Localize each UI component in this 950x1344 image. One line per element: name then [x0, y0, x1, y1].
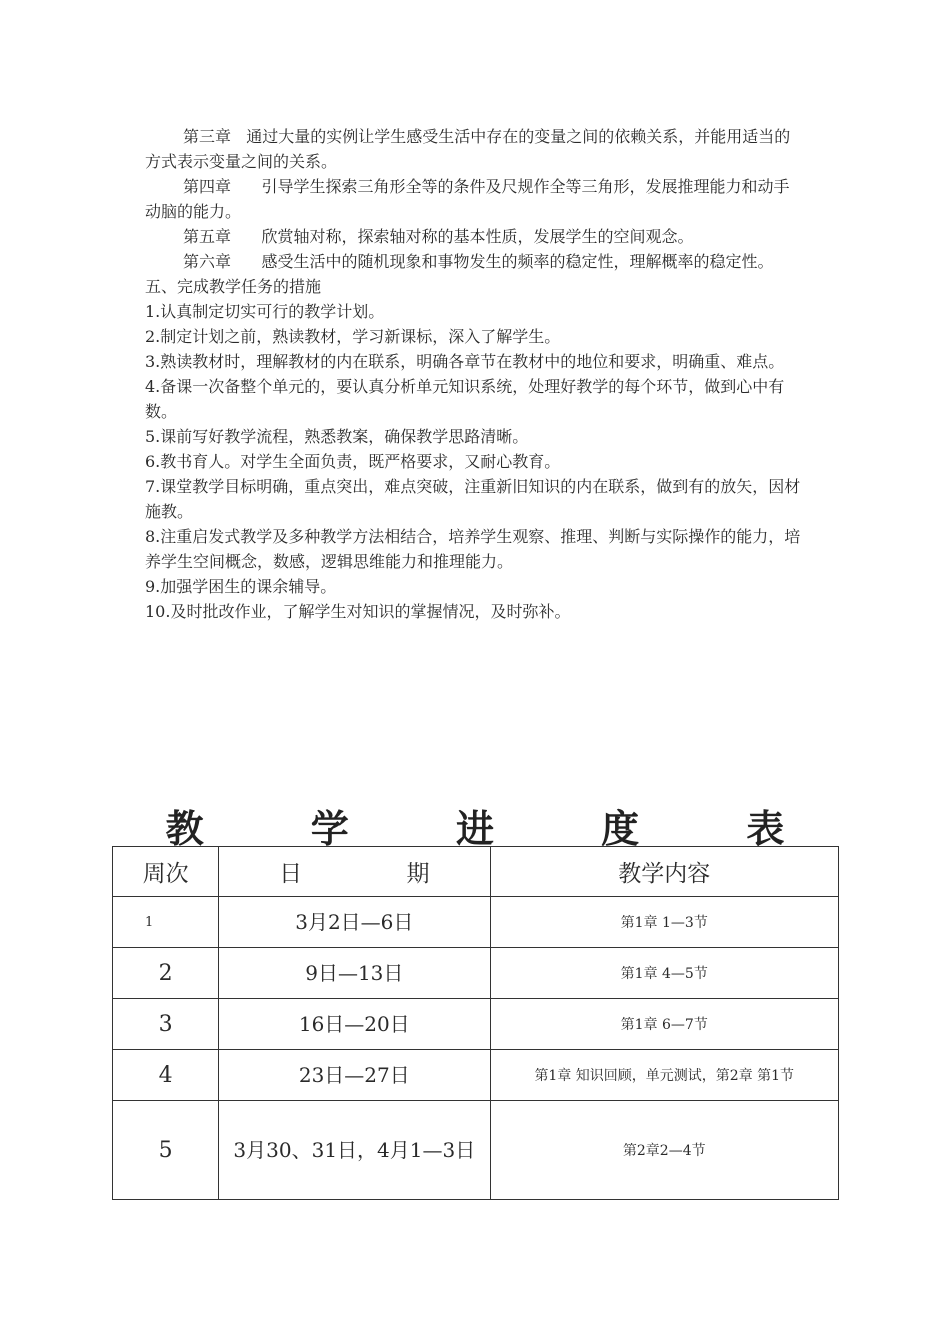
- measure-item: 6.教书育人。对学生全面负责，既严格要求，又耐心教育。: [145, 452, 561, 471]
- date-cell: 3月2日—6日: [219, 897, 490, 948]
- week-cell: 3: [113, 999, 219, 1050]
- measure-item: 7.课堂教学目标明确，重点突出，难点突破，注重新旧知识的内在联系，做到有的放矢，因材施教。: [145, 477, 801, 521]
- chapter-6-paragraph: [145, 249, 805, 274]
- measure-item: 8.注重启发式教学及多种教学方法相结合，培养学生观察、推理、判断与实际操作的能力，培养学生空间概念，数感，逻辑思维能力和推理能力。: [145, 527, 801, 571]
- content-cell: 第1章 4—5节: [490, 948, 839, 999]
- chapter-4-paragraph: [145, 174, 805, 224]
- title-char: 学: [310, 806, 349, 851]
- table-title: [112, 798, 838, 851]
- chapter-label: 第六章: [183, 252, 232, 271]
- chapter-label: 第五章: [183, 227, 232, 246]
- chapter-label: 第四章: [183, 177, 232, 196]
- table-row: [113, 999, 839, 1050]
- header-content: 教学内容: [490, 847, 839, 897]
- title-char: 表: [746, 806, 785, 851]
- section-heading: 五、完成教学任务的措施: [145, 277, 322, 296]
- week-cell: 2: [113, 948, 219, 999]
- date-cell: 23日—27日: [219, 1050, 490, 1101]
- header-week: 周次: [113, 847, 219, 897]
- date-cell: 9日—13日: [219, 948, 490, 999]
- table-row: [113, 948, 839, 999]
- date-cell: 3月30、31日，4月1—3日: [219, 1101, 490, 1200]
- chapter-label: 第三章: [183, 127, 232, 146]
- content-cell: 第1章 6—7节: [490, 999, 839, 1050]
- chapter-5-paragraph: [145, 224, 805, 249]
- measure-item: 9.加强学困生的课余辅导。: [145, 577, 337, 596]
- content-cell: 第1章 1—3节: [490, 897, 839, 948]
- measure-item: 4.备课一次备整个单元的，要认真分析单元知识系统，处理好教学的每个环节，做到心中有数。: [145, 377, 785, 421]
- week-cell: 1: [113, 897, 219, 948]
- header-date-char: 期: [406, 861, 430, 887]
- measure-item: 3.熟读教材时，理解教材的内在联系，明确各章节在教材中的地位和要求，明确重、难点。: [145, 352, 785, 371]
- measure-item: 5.课前写好教学流程，熟悉教案，确保教学思路清晰。: [145, 427, 529, 446]
- title-char: 度: [601, 806, 640, 851]
- header-date-char: 日: [279, 861, 303, 887]
- date-cell: 16日—20日: [219, 999, 490, 1050]
- chapter-text: 感受生活中的随机现象和事物发生的频率的稳定性，理解概率的稳定性。: [261, 252, 774, 271]
- table-row: [113, 1101, 839, 1200]
- title-char: 教: [165, 806, 204, 851]
- chapter-text: 欣赏轴对称，探索轴对称的基本性质，发展学生的空间观念。: [261, 227, 694, 246]
- measure-item: 2.制定计划之前，熟读教材，学习新课标，深入了解学生。: [145, 327, 561, 346]
- measure-item: 1.认真制定切实可行的教学计划。: [145, 302, 385, 321]
- content-cell: 第1章 知识回顾，单元测试，第2章 第1节: [490, 1050, 839, 1101]
- content-cell: 第2章2—4节: [490, 1101, 839, 1200]
- chapter-text: 通过大量的实例让学生感受生活中存在的变量之间的依赖关系，并能用适当的方式表示变量之间的关系。: [145, 127, 791, 171]
- chapter-3-paragraph: [145, 124, 805, 174]
- header-date: [219, 847, 490, 897]
- measure-item: 10.及时批改作业，了解学生对知识的掌握情况，及时弥补。: [145, 602, 571, 621]
- week-cell: 5: [113, 1101, 219, 1200]
- title-char: 进: [455, 806, 494, 851]
- body-text: [145, 124, 805, 624]
- table-row: [113, 897, 839, 948]
- table-header-row: [113, 847, 839, 897]
- week-cell: 4: [113, 1050, 219, 1101]
- table-row: [113, 1050, 839, 1101]
- schedule-table: [112, 846, 839, 1200]
- chapter-text: 引导学生探索三角形全等的条件及尺规作全等三角形，发展推理能力和动手动脑的能力。: [145, 177, 790, 221]
